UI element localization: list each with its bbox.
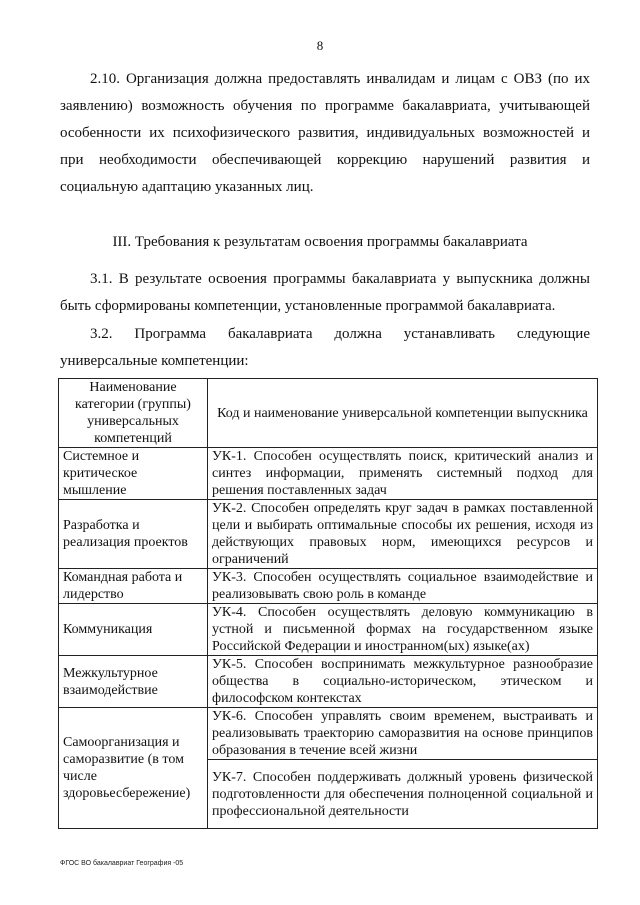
category-cell: Межкультурное взаимодействие xyxy=(59,656,208,708)
header-category: Наименование категории (группы) универсальных компетенций xyxy=(59,379,208,448)
competence-cell: УК-7. Способен поддерживать должный уровень физической подготовленности для обеспечения полноценной социальной и профессиональной деятельности xyxy=(208,760,598,829)
category-cell: Разработка и реализация проектов xyxy=(59,500,208,569)
competence-cell: УК-1. Способен осуществлять поиск, критический анализ и синтез информации, применять системный подход для решения поставленных задач xyxy=(208,448,598,500)
competence-cell: УК-5. Способен воспринимать межкультурное разнообразие общества в социально-историческом, этическом и философском контекстах xyxy=(208,656,598,708)
table-row xyxy=(59,708,598,760)
paragraph-3-1: 3.1. В результате освоения программы бакалавриата у выпускника должны быть сформированы компетенции, установленные программой бакалавриата. xyxy=(60,271,590,314)
paragraph-2-10: 2.10. Организация должна предоставлять инвалидам и лицам с ОВЗ (по их заявлению) возможность обучения по программе бакалавриата, учитывающей особенности их психофизического развития, индивидуальных возможностей и при необходимости обеспечивающей коррекцию нарушений развития и социальную адаптацию указанных лиц. xyxy=(60,71,590,195)
category-cell: Системное и критическое мышление xyxy=(59,448,208,500)
table-row xyxy=(59,500,598,569)
competences-table xyxy=(58,378,598,829)
footer-note: ФГОС ВО бакалавриат География -05 xyxy=(60,860,184,867)
table-header-row xyxy=(59,379,598,448)
competence-cell: УК-6. Способен управлять своим временем, выстраивать и реализовывать траекторию саморазвития на основе принципов образования в течение всей жизни xyxy=(208,708,598,760)
category-cell: Коммуникация xyxy=(59,604,208,656)
section-heading: III. Требования к результатам освоения программы бакалавриата xyxy=(112,234,528,250)
category-cell: Командная работа и лидерство xyxy=(59,569,208,604)
table-row xyxy=(59,569,598,604)
page-number: 8 xyxy=(316,38,324,53)
table-row xyxy=(59,656,598,708)
category-cell: Самоорганизация и саморазвитие (в том числе здоровьесбережение) xyxy=(59,708,208,829)
paragraph-3-2: 3.2. Программа бакалавриата должна устанавливать следующие универсальные компетенции: xyxy=(60,326,590,369)
table-row xyxy=(59,604,598,656)
competence-cell: УК-2. Способен определять круг задач в рамках поставленной цели и выбирать оптимальные способы их решения, исходя из действующих правовых норм, имеющихся ресурсов и ограничений xyxy=(208,500,598,569)
competence-cell: УК-4. Способен осуществлять деловую коммуникацию в устной и письменной формах на государственном языке Российской Федерации и иностранном(ых) языке(ах) xyxy=(208,604,598,656)
header-code: Код и наименование универсальной компетенции выпускника xyxy=(208,379,598,448)
table-row xyxy=(59,448,598,500)
competence-cell: УК-3. Способен осуществлять социальное взаимодействие и реализовывать свою роль в команде xyxy=(208,569,598,604)
